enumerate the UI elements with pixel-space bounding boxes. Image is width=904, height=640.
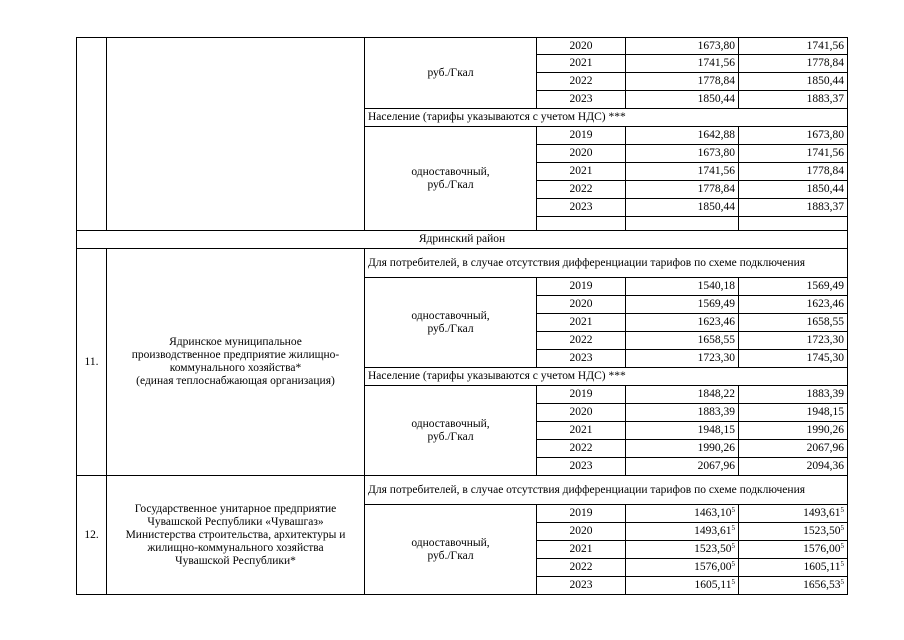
consumers-header: Для потребителей, в случае отсутствия дифференциации тарифов по схеме подключения: [365, 476, 848, 505]
footnote-mark: 5: [840, 506, 844, 514]
table-row: [77, 38, 848, 55]
year-cell: 2023: [537, 199, 626, 217]
organization-name-line: (единая теплоснабжающая организация): [136, 375, 335, 387]
number-cell: [77, 38, 107, 231]
tariff-value: 1656,53$^5$: [739, 577, 848, 595]
year-cell: 2019: [537, 278, 626, 296]
tariff-value: 1673,80: [626, 145, 739, 163]
rate-type-cell: [365, 505, 537, 595]
unit-label: руб./Гкал: [427, 178, 474, 191]
year-cell: 2019: [537, 127, 626, 145]
row-number: 12.: [77, 476, 107, 595]
tariff-value: 1778,84: [626, 73, 739, 91]
year-cell: 2020: [537, 145, 626, 163]
year-cell: 2020: [537, 523, 626, 541]
tariff-value: 1493,61$^5$: [739, 505, 848, 523]
year-cell: 2023: [537, 458, 626, 476]
tariff-value: 1569,49: [626, 296, 739, 314]
organization-name: [107, 476, 365, 595]
tariff-value: 1605,11$^5$: [739, 559, 848, 577]
consumers-header: Для потребителей, в случае отсутствия дифференциации тарифов по схеме подключения: [365, 249, 848, 278]
year-cell: 2020: [537, 296, 626, 314]
tariff-value: 1623,46: [739, 296, 848, 314]
unit-label: руб./Гкал: [427, 322, 474, 335]
tariff-value: 1850,44: [739, 181, 848, 199]
year-cell: 2021: [537, 422, 626, 440]
year-cell: 2020: [537, 38, 626, 55]
empty-cell: [537, 217, 626, 231]
population-header: Население (тарифы указываются с учетом НДС) ***: [365, 109, 848, 127]
tariff-value: 1741,56: [626, 163, 739, 181]
footnote-mark: 5: [840, 524, 844, 532]
year-cell: 2019: [537, 505, 626, 523]
tariff-value: 1723,30: [739, 332, 848, 350]
tariff-value: 1623,46: [626, 314, 739, 332]
footnote-mark: 5: [731, 560, 735, 568]
year-cell: 2021: [537, 55, 626, 73]
unit-label: руб./Гкал: [427, 549, 474, 562]
unit-label: руб./Гкал: [427, 430, 474, 443]
tariff-value: 1948,15: [739, 404, 848, 422]
footnote-mark: 5: [840, 542, 844, 550]
tariff-value: 1778,84: [626, 181, 739, 199]
organization-name-line: Чувашской Республики*: [175, 554, 296, 567]
rate-type-label: одноставочный,: [411, 536, 490, 549]
tariff-value: 1883,39: [739, 386, 848, 404]
tariff-value: 1723,30: [626, 350, 739, 368]
tariff-value: 1569,49: [739, 278, 848, 296]
tariff-value: 1523,50$^5$: [626, 541, 739, 559]
tariff-value: 1850,44: [626, 91, 739, 109]
organization-name-line: Государственное унитарное предприятие: [134, 502, 337, 515]
tariff-value: 2067,96: [739, 440, 848, 458]
year-cell: 2021: [537, 541, 626, 559]
organization-name-line: жилищно-коммунального хозяйства: [147, 541, 324, 554]
tariff-value: 1850,44: [626, 199, 739, 217]
tariff-value: 1745,30: [739, 350, 848, 368]
empty-cell: [739, 217, 848, 231]
footnote-mark: 5: [840, 560, 844, 568]
rate-type-label: одноставочный,: [411, 165, 490, 178]
year-cell: 2020: [537, 404, 626, 422]
tariff-value: 1658,55: [739, 314, 848, 332]
table-row: [77, 231, 848, 249]
tariff-value: 1778,84: [739, 163, 848, 181]
tariff-table: [76, 37, 848, 595]
year-cell: 2022: [537, 332, 626, 350]
year-cell: 2022: [537, 73, 626, 91]
rate-type-label: одноставочный,: [411, 309, 490, 322]
district-header: Ядринский район: [77, 231, 848, 249]
organization-name-line: коммунального хозяйства*: [169, 362, 302, 374]
tariff-value: 1848,22: [626, 386, 739, 404]
tariff-value: 1463,10$^5$: [626, 505, 739, 523]
table-row: [77, 476, 848, 505]
footnote-mark: 5: [840, 578, 844, 586]
tariff-value: 1741,56: [739, 145, 848, 163]
organization-name: [107, 249, 365, 476]
organization-name-line: Министерства строительства, архитектуры и: [125, 528, 346, 541]
tariff-value: 1673,80: [739, 127, 848, 145]
table-row: [77, 249, 848, 278]
empty-cell: [626, 217, 739, 231]
tariff-value: 2094,36: [739, 458, 848, 476]
tariff-value: 1990,26: [626, 440, 739, 458]
footnote-mark: 5: [731, 506, 735, 514]
unit-cell: руб./Гкал: [365, 38, 537, 109]
tariff-value: 2067,96: [626, 458, 739, 476]
row-number: 11.: [77, 249, 107, 476]
tariff-value: 1741,56: [739, 38, 848, 55]
population-header: Население (тарифы указываются с учетом НДС) ***: [365, 368, 848, 386]
tariff-value: 1642,88: [626, 127, 739, 145]
tariff-value: 1990,26: [739, 422, 848, 440]
tariff-value: 1778,84: [739, 55, 848, 73]
tariff-value: 1576,00$^5$: [739, 541, 848, 559]
organization-name-line: Чувашской Республики «Чувашгаз»: [147, 515, 324, 528]
rate-type-cell: [365, 127, 537, 231]
year-cell: 2023: [537, 91, 626, 109]
rate-type-cell: [365, 386, 537, 476]
year-cell: 2021: [537, 163, 626, 181]
year-cell: 2021: [537, 314, 626, 332]
organization-cell: [107, 38, 365, 231]
year-cell: 2023: [537, 577, 626, 595]
organization-name-line: Ядринское муниципальное: [169, 336, 302, 348]
tariff-value: 1540,18: [626, 278, 739, 296]
tariff-value: 1883,37: [739, 199, 848, 217]
rate-type-cell: [365, 278, 537, 368]
tariff-value: 1523,50$^5$: [739, 523, 848, 541]
year-cell: 2022: [537, 181, 626, 199]
rate-type-label: одноставочный,: [411, 417, 490, 430]
tariff-value: 1883,39: [626, 404, 739, 422]
year-cell: 2023: [537, 350, 626, 368]
footnote-mark: 5: [731, 542, 735, 550]
year-cell: 2022: [537, 559, 626, 577]
footnote-mark: 5: [731, 578, 735, 586]
tariff-value: 1673,80: [626, 38, 739, 55]
organization-name-line: производственное предприятие жилищно-: [131, 349, 340, 361]
year-cell: 2019: [537, 386, 626, 404]
tariff-value: 1883,37: [739, 91, 848, 109]
year-cell: 2022: [537, 440, 626, 458]
tariff-value: 1658,55: [626, 332, 739, 350]
tariff-value: 1576,00$^5$: [626, 559, 739, 577]
tariff-value: 1605,11$^5$: [626, 577, 739, 595]
tariff-value: 1741,56: [626, 55, 739, 73]
tariff-value: 1850,44: [739, 73, 848, 91]
tariff-value: 1493,61$^5$: [626, 523, 739, 541]
tariff-value: 1948,15: [626, 422, 739, 440]
footnote-mark: 5: [731, 524, 735, 532]
